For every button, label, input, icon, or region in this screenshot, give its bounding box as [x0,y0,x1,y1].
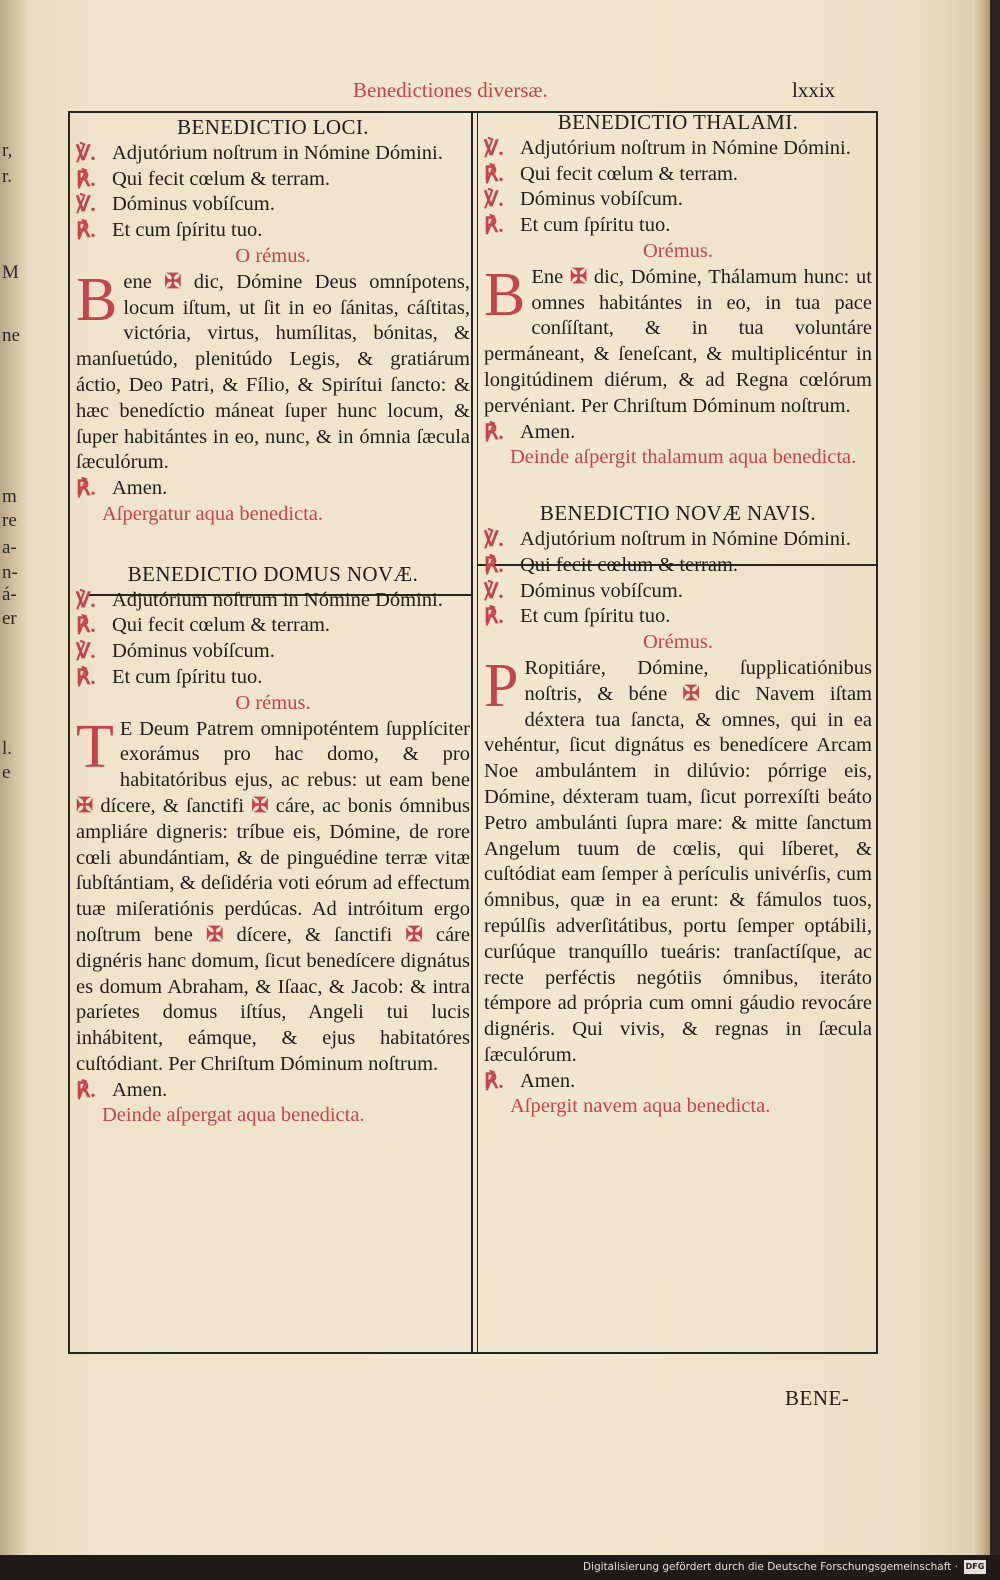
versicle-icon: ℣. [76,587,96,612]
response-icon: ℟. [76,1077,96,1102]
edge-text-fragment: m [2,486,17,507]
prayer-segment: Ropitiáre, Dómine, ſupplicatiónibus noſtris, & béne [524,656,872,705]
versicle-text: Dóminus vobíſcum. [112,193,275,216]
versicle [76,588,470,614]
response-icon: ℟. [76,166,96,191]
cross-icon: ✠ [251,794,269,817]
response-icon: ℟. [484,1068,504,1093]
prayer-text [76,265,470,476]
cross-icon: ✠ [405,923,423,946]
versicle [76,141,470,167]
response-icon: ℟. [484,161,504,186]
versicle-icon: ℣. [76,192,96,217]
amen-text: Amen. [520,1069,576,1092]
versicle-text: Et cum ſpíritu tuo. [112,219,263,242]
versicle [76,639,470,665]
frame-left-rule [68,111,70,1354]
prayer-segment: dícere, & ſanctifi [93,794,252,817]
right-column [484,110,872,1120]
prayer-segment: dic Navem iſtam déxtera tua ſancta, & omnes, qui in ea vehéntur, ſicut dignátus es benedícere Arcam Noe ambulántem in dilúvio: pórrige eis, Dómine, déxteram tuam, ſicut porrexíſti beáto Petro ambulánti ſupra mare: & mitte ſanctum Angelum tuum de cœlis, qui líberet, & cuſtódiat eam ſemper à perículis univérſis, cum ómnibus, quæ in ea erunt: & fámulos tuos, repúlſis adverſitátibus, portu ſemper optábili, curſúque tranquíllo tueáris: tranſactíſque, ac recte perféctis negótiis ómnibus, iteráto témpore ad própria cum omni gáudio revocáre dignéris. Qui vivis, & regnas in ſæcula ſæculórum. [484,682,872,1066]
frame-right-rule [876,111,878,1354]
page-fore-edge [972,0,990,1555]
edge-text-fragment: re [2,510,17,531]
drop-capital: B [76,265,118,334]
oremus: Orémus. [642,631,714,654]
section-title: BENEDICTIO DOMUS NOVÆ. [127,561,419,586]
versicle-icon: ℣. [484,135,504,160]
response-icon: ℟. [76,613,96,638]
prayer-segment: dícere, & ſanctifi [223,923,406,946]
prayer-text [484,260,872,420]
running-title: Benedictiones diversæ. [353,78,548,102]
response-icon: ℟. [484,213,504,238]
response-icon: ℟. [484,604,504,629]
edge-text-fragment: e [2,762,11,783]
prayer-segment: ene [123,270,165,293]
response-icon: ℟. [76,218,96,243]
dfg-logo: DFG [964,1560,986,1574]
cross-icon: ✠ [569,265,588,288]
benediction-section [76,115,470,528]
versicle [484,213,872,239]
versicle [484,527,872,553]
versicle-text: Dóminus vobíſcum. [520,188,683,211]
left-column [76,115,470,1129]
cross-icon: ✠ [206,923,224,946]
versicle-text: Qui fecit cœlum & terram. [112,614,331,637]
cross-icon: ✠ [76,794,94,817]
versicle-icon: ℣. [484,578,504,603]
versicle [484,579,872,605]
column-divider-inner [477,111,478,1354]
footer-credit: Digitalisierung gefördert durch die Deutsche Forschungsgemeinschaft · [582,1561,958,1573]
versicle [484,604,872,630]
prayer-segment: cáre dignéris hanc domum, ſicut benedícere dignátus es domum Abraham, & Iſaac, & Jacob: & intra paríetes domus iſtíus, Angeli tui lucis inhábitent, eámque, & ejus habitatóres cuſtódiant. Per Chriſtum Dóminum noſtrum. [76,923,470,1075]
versicle-text: Qui fecit cœlum & terram. [520,553,739,576]
versicle [76,613,470,639]
folio-number: lxxix [792,78,836,102]
versicle-text: Dóminus vobíſcum. [520,579,683,602]
amen-text: Amen. [112,1078,168,1101]
edge-text-fragment: ne [2,325,20,346]
versicle-text: Dóminus vobíſcum. [112,640,275,663]
versicle-icon: ℣. [76,140,96,165]
versicle-text: Adjutórium noſtrum in Nómine Dómini. [112,141,443,164]
prayer-text [484,651,872,1069]
versicle-icon: ℣. [484,187,504,212]
rubric: Deinde aſpergit thalamum aqua benedicta. [510,446,857,469]
versicle-icon: ℣. [76,639,96,664]
amen-response [484,420,872,446]
prayer-segment: dic, Dómine Deus omnípotens, locum iſtum, ut ſit in eo ſánitas, cáſtitas, victória, virtus, humílitas, bónitas, & manſuetúdo, plenitúdo Legis, & gratiárum áctio, Deo Patri, & Fílio, & Spirítui ſancto: & hæc benedíctio máneat ſuper hunc locum, & ſuper habitántes in eo, nunc, & in ómnia ſæcula ſæculórum. [76,270,470,474]
response-icon: ℟. [76,664,96,689]
edge-text-fragment: r, [2,140,13,161]
versicle-text: Adjutórium noſtrum in Nómine Dómini. [520,527,851,550]
rubric: Aſpergit navem aqua benedicta. [510,1095,771,1118]
versicle [484,553,872,579]
response-icon: ℟. [484,419,504,444]
versicle [484,136,872,162]
edge-text-fragment: n- [2,562,18,583]
versicle-icon: ℣. [484,526,504,551]
cross-icon: ✠ [682,682,700,705]
versicle-text: Et cum ſpíritu tuo. [520,214,671,237]
oremus: O rémus. [235,691,311,714]
benediction-section [484,501,872,1120]
column-divider [471,111,473,1354]
prayer-segment: dic, Dómine, Thálamum hunc: ut omnes habitántes in eo, in tua pace conſíſtant, & in tua voluntáre permáneant, & ſeneſcant, & multiplicéntur in longitúdinem diérum, & ad Regna cœlórum pervéniant. Per Chriſtum Dóminum noſtrum. [484,265,872,417]
prayer-segment: E Deum Patrem omnipoténtem ſupplíciter exorámus pro hac domo, & pro habitatóribus ejus, ac rebus: ut eam bene [119,717,470,792]
edge-text-fragment: er [2,608,17,629]
benediction-section [76,562,470,1130]
benediction-section [484,110,872,471]
prayer-segment: cáre, ac bonis ómnibus ampliáre digneris: tríbue eis, Dómine, de rore cœli abundántiam, & de pinguédine terræ vitæ ſubſtántiam, & deſidéria voti eórum ad effectum tuæ miſeratiónis perdúcas. Ad intróitum ergo noſtrum bene [76,794,470,946]
versicle [484,187,872,213]
versicle-text: Et cum ſpíritu tuo. [112,665,263,688]
prayer-text [76,712,470,1078]
versicle-text: Adjutórium noſtrum in Nómine Dómini. [520,136,851,159]
versicle [76,167,470,193]
frame-bottom-rule [68,1352,878,1354]
amen-response [484,1069,872,1095]
versicle-text: Adjutórium noſtrum in Nómine Dómini. [112,588,443,611]
amen-text: Amen. [520,420,576,443]
section-title: BENEDICTIO NOVÆ NAVIS. [539,501,817,526]
versicle-text: Qui fecit cœlum & terram. [112,167,331,190]
versicle [484,162,872,188]
edge-text-fragment: l. [2,738,13,759]
prayer-segment: Ene [531,265,570,288]
rubric: Aſpergatur aqua benedicta. [102,502,324,525]
section-title: BENEDICTIO THALAMI. [557,110,799,134]
cross-icon: ✠ [164,270,182,293]
versicle [76,192,470,218]
edge-text-fragment: r. [2,166,13,187]
amen-response [76,476,470,502]
amen-text: Amen. [112,477,168,500]
drop-capital: B [484,260,526,329]
response-icon: ℟. [484,552,504,577]
drop-capital: P [484,651,519,720]
amen-response [76,1078,470,1104]
edge-text-fragment: a- [2,537,17,558]
response-icon: ℟. [76,476,96,501]
versicle [76,665,470,691]
oremus: Orémus. [642,239,714,262]
previous-page-edge [0,0,28,1555]
versicle-text: Et cum ſpíritu tuo. [520,605,671,628]
edge-text-fragment: á- [2,584,17,605]
rubric: Deinde aſpergat aqua benedicta. [102,1104,365,1127]
section-title: BENEDICTIO LOCI. [177,115,369,139]
oremus: O rémus. [235,244,311,267]
versicle-text: Qui fecit cœlum & terram. [520,162,739,185]
drop-capital: T [76,712,114,781]
edge-text-fragment: M [2,262,19,283]
catchword: BENE- [785,1386,850,1410]
versicle [76,218,470,244]
